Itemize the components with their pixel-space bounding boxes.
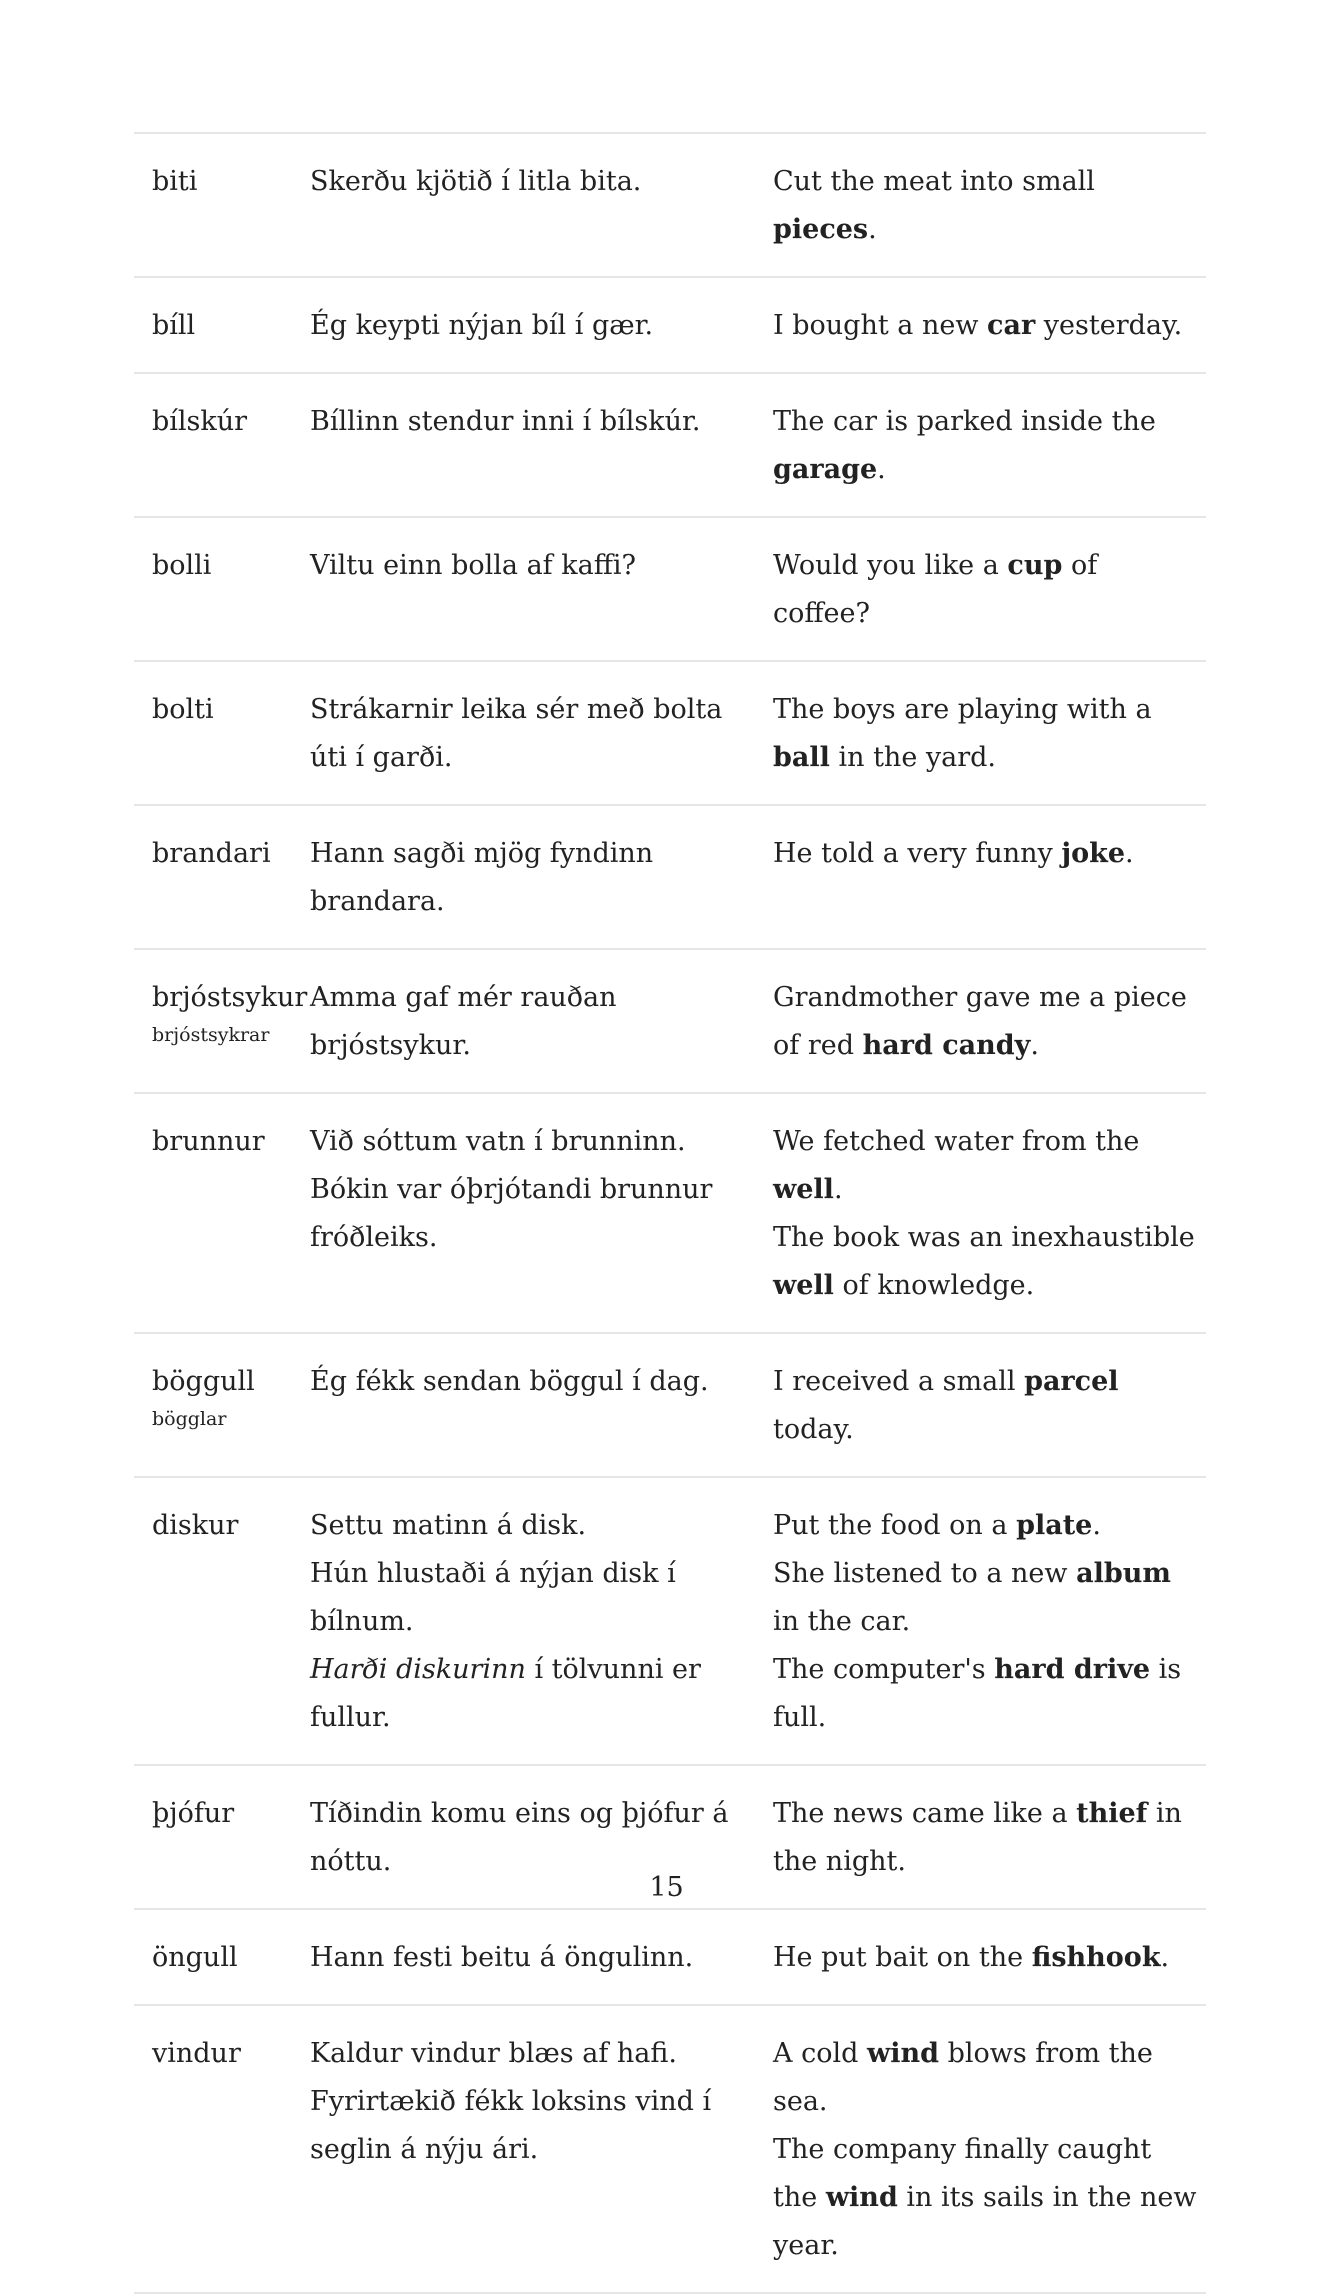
english-translation-cell	[773, 398, 1206, 494]
icelandic-sentence: Ég keypti nýjan bíl í gær.	[310, 310, 654, 341]
headword: brandari	[152, 838, 271, 869]
english-sentence: He told a very funny joke.	[773, 838, 1134, 869]
english-sentence: The company finally caught the wind in its sails in the new year.	[773, 2134, 1197, 2261]
icelandic-sentence: Fyrirtækið fékk loksins vind í seglin á nýju ári.	[310, 2086, 712, 2165]
english-sentence: Would you like a cup of coffee?	[773, 550, 1098, 629]
headword: öngull	[152, 1942, 238, 1973]
headword-cell	[134, 398, 310, 494]
icelandic-sentence: Ég fékk sendan böggul í dag.	[310, 1366, 709, 1397]
headword-cell	[134, 2030, 310, 2270]
icelandic-example-cell	[310, 974, 773, 1070]
icelandic-example-cell	[310, 158, 773, 254]
english-sentence: The book was an inexhaustible well of knowledge.	[773, 1222, 1195, 1301]
english-translation-cell	[773, 542, 1206, 638]
headword-cell	[134, 1118, 310, 1310]
english-translation-cell	[773, 158, 1206, 254]
headword-cell	[134, 974, 310, 1070]
english-translation-cell	[773, 2030, 1206, 2270]
vocabulary-table	[134, 132, 1206, 2294]
headword-cell	[134, 1934, 310, 1982]
english-sentence: She listened to a new album in the car.	[773, 1558, 1171, 1637]
table-row	[134, 950, 1206, 1094]
table-row	[134, 2006, 1206, 2294]
headword: vindur	[152, 2038, 241, 2069]
icelandic-sentence: Bíllinn stendur inni í bílskúr.	[310, 406, 701, 437]
icelandic-example-cell	[310, 830, 773, 926]
icelandic-example-cell	[310, 1358, 773, 1454]
table-row	[134, 662, 1206, 806]
english-sentence: The news came like a thief in the night.	[773, 1798, 1182, 1877]
english-sentence: The car is parked inside the garage.	[773, 406, 1156, 485]
headword: biti	[152, 166, 198, 197]
icelandic-example-cell	[310, 1118, 773, 1310]
icelandic-sentence: Skerðu kjötið í litla bita.	[310, 166, 642, 197]
icelandic-example-cell	[310, 398, 773, 494]
english-sentence: We fetched water from the well.	[773, 1126, 1140, 1205]
english-translation-cell	[773, 1934, 1206, 1982]
headword: diskur	[152, 1510, 239, 1541]
table-row	[134, 278, 1206, 374]
headword-cell	[134, 302, 310, 350]
english-translation-cell	[773, 830, 1206, 926]
headword: brjóstsykur	[152, 982, 308, 1013]
icelandic-sentence: Amma gaf mér rauðan brjóstsykur.	[310, 982, 617, 1061]
table-row	[134, 1334, 1206, 1478]
headword-cell	[134, 830, 310, 926]
english-translation-cell	[773, 974, 1206, 1070]
icelandic-sentence: Kaldur vindur blæs af hafi.	[310, 2038, 677, 2069]
icelandic-example-cell	[310, 1502, 773, 1742]
english-sentence: I received a small parcel today.	[773, 1366, 1119, 1445]
headword-cell	[134, 1358, 310, 1454]
english-sentence: Grandmother gave me a piece of red hard candy.	[773, 982, 1187, 1061]
english-sentence: The boys are playing with a ball in the yard.	[773, 694, 1152, 773]
table-row	[134, 134, 1206, 278]
icelandic-example-cell	[310, 302, 773, 350]
plural-form: bögglar	[152, 1408, 227, 1430]
icelandic-sentence: Tíðindin komu eins og þjófur á nóttu.	[310, 1798, 729, 1877]
english-sentence: Put the food on a plate.	[773, 1510, 1101, 1541]
icelandic-example-cell	[310, 2030, 773, 2270]
english-sentence: A cold wind blows from the sea.	[773, 2038, 1153, 2117]
table-row	[134, 1478, 1206, 1766]
headword: bolli	[152, 550, 212, 581]
headword: bílskúr	[152, 406, 248, 437]
english-sentence: I bought a new car yesterday.	[773, 310, 1183, 341]
icelandic-sentence: Hún hlustaði á nýjan disk í bílnum.	[310, 1558, 676, 1637]
table-row	[134, 1094, 1206, 1334]
headword: þjófur	[152, 1798, 235, 1829]
english-sentence: He put bait on the fishhook.	[773, 1942, 1170, 1973]
english-translation-cell	[773, 1118, 1206, 1310]
headword: böggull	[152, 1366, 255, 1397]
headword-cell	[134, 686, 310, 782]
table-row	[134, 518, 1206, 662]
headword: bíll	[152, 310, 196, 341]
icelandic-sentence: Hann festi beitu á öngulinn.	[310, 1942, 694, 1973]
table-row	[134, 1910, 1206, 2006]
english-sentence: Cut the meat into small pieces.	[773, 166, 1095, 245]
headword: brunnur	[152, 1126, 265, 1157]
english-translation-cell	[773, 1358, 1206, 1454]
plural-form: brjóstsykrar	[152, 1024, 270, 1046]
icelandic-sentence: Við sóttum vatn í brunninn.	[310, 1126, 686, 1157]
page-number: 15	[649, 1872, 684, 1903]
icelandic-sentence: Harði diskurinn í tölvunni er fullur.	[310, 1654, 701, 1733]
english-translation-cell	[773, 302, 1206, 350]
headword-cell	[134, 542, 310, 638]
table-row	[134, 806, 1206, 950]
headword-cell	[134, 1502, 310, 1742]
headword-cell	[134, 158, 310, 254]
icelandic-sentence: Hann sagði mjög fyndinn brandara.	[310, 838, 654, 917]
icelandic-sentence: Viltu einn bolla af kaffi?	[310, 550, 637, 581]
english-translation-cell	[773, 686, 1206, 782]
english-translation-cell	[773, 1502, 1206, 1742]
headword: bolti	[152, 694, 214, 725]
icelandic-example-cell	[310, 686, 773, 782]
icelandic-sentence: Strákarnir leika sér með bolta úti í garði.	[310, 694, 723, 773]
table-row	[134, 374, 1206, 518]
icelandic-sentence: Settu matinn á disk.	[310, 1510, 587, 1541]
english-sentence: The computer's hard drive is full.	[773, 1654, 1182, 1733]
icelandic-example-cell	[310, 542, 773, 638]
icelandic-sentence: Bókin var óþrjótandi brunnur fróðleiks.	[310, 1174, 713, 1253]
icelandic-example-cell	[310, 1934, 773, 1982]
